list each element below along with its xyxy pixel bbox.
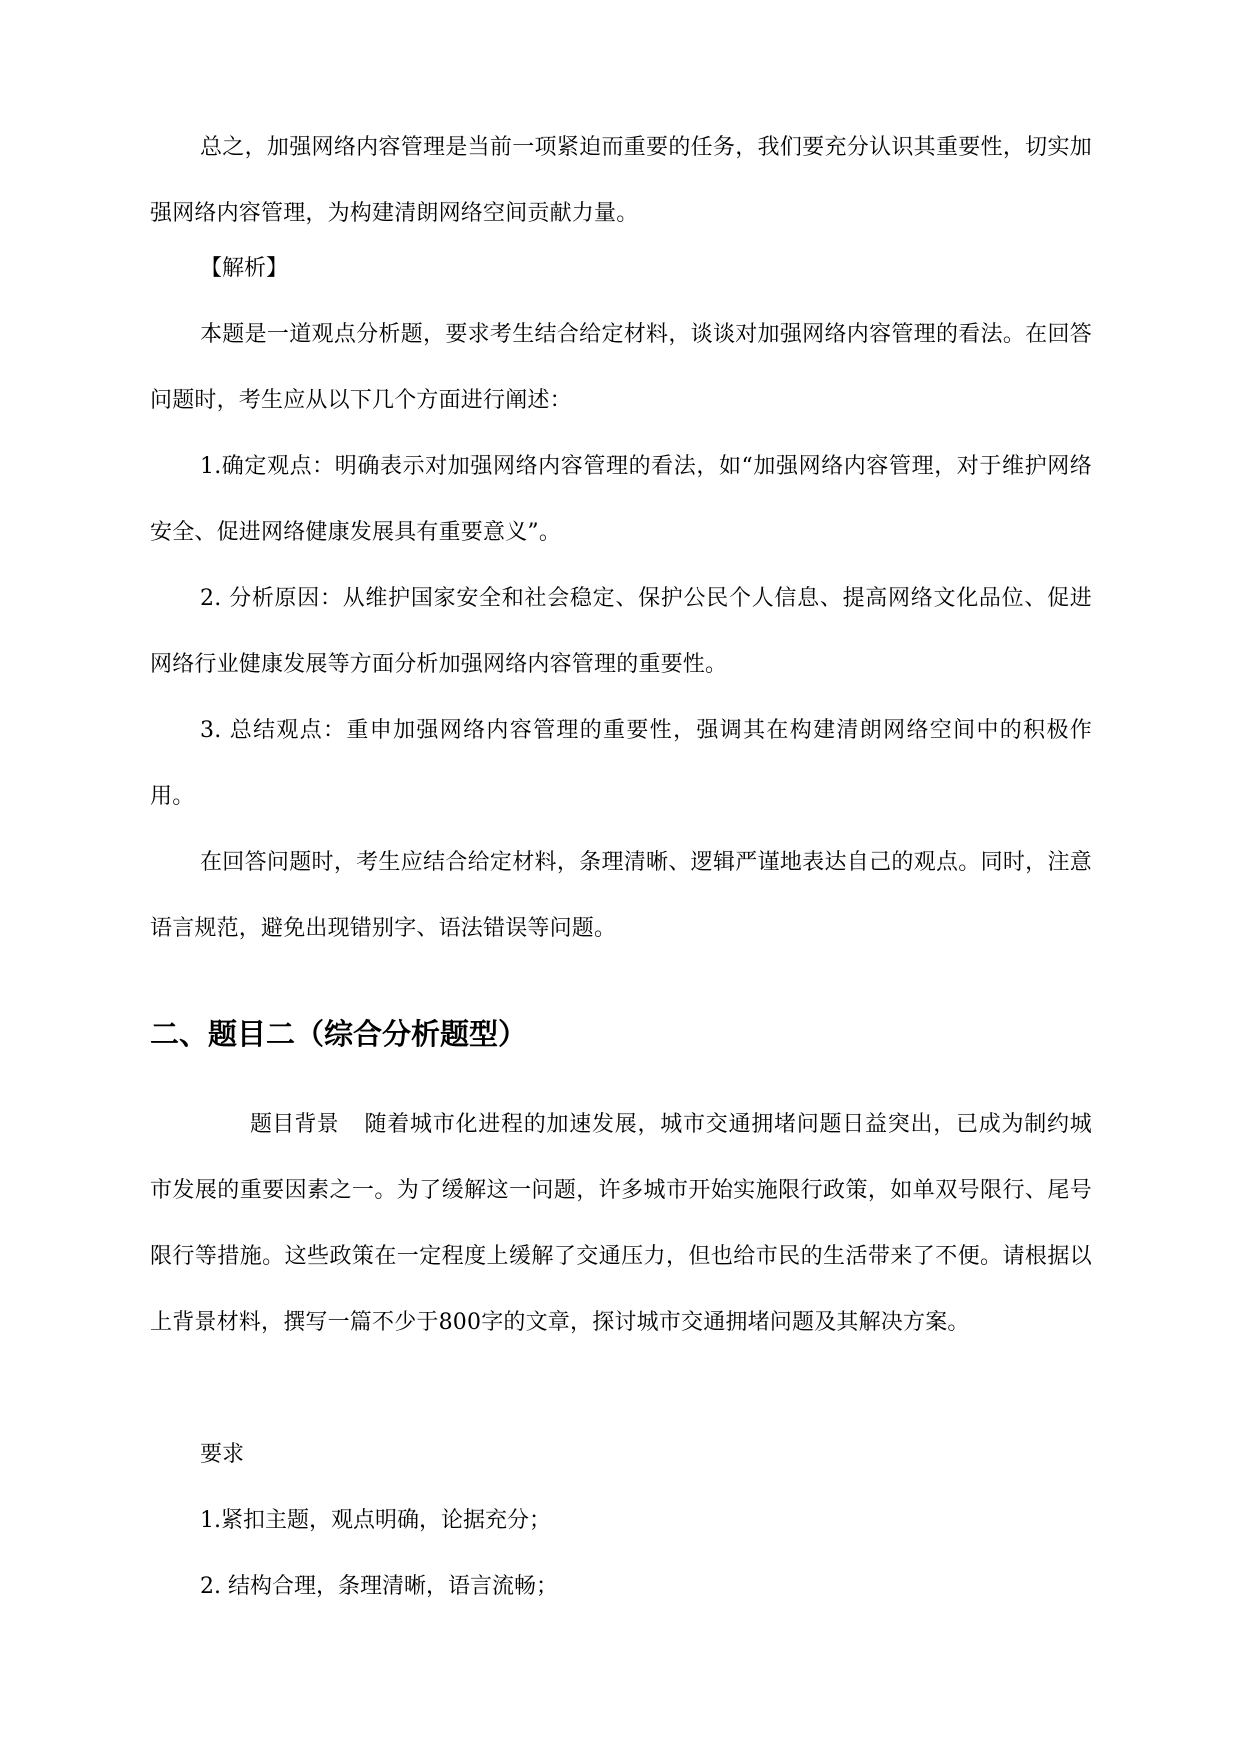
closing-paragraph: 在回答问题时，考生应结合给定材料，条理清晰、逻辑严谨地表达自己的观点。同时，注意语言规范，避免出现错别字、语法错误等问题。	[150, 850, 1092, 941]
point-2-paragraph: 2. 分析原因：从维护国家安全和社会稳定、保护公民个人信息、提高网络文化品位、促进网络行业健康发展等方面分析加强网络内容管理的重要性。	[150, 586, 1092, 677]
section-2-heading: 二、题目二（综合分析题型）	[150, 1017, 528, 1051]
background-paragraph	[150, 1092, 1092, 1356]
analysis-label: 【解析】	[200, 256, 289, 281]
summary-paragraph: 总之，加强网络内容管理是当前一项紧迫而重要的任务，我们要充分认识其重要性，切实加强网络内容管理，为构建清朗网络空间贡献力量。	[150, 135, 1092, 226]
background-label: 题目背景	[250, 1112, 339, 1137]
requirements-label: 要求	[200, 1442, 245, 1467]
analysis-intro-paragraph: 本题是一道观点分析题，要求考生结合给定材料，谈谈对加强网络内容管理的看法。在回答问题时，考生应从以下几个方面进行阐述：	[150, 322, 1092, 413]
point-3-paragraph: 3. 总结观点：重申加强网络内容管理的重要性，强调其在构建清朗网络空间中的积极作用。	[150, 718, 1092, 809]
requirement-2: 2. 结构合理，条理清晰，语言流畅；	[200, 1574, 558, 1599]
requirement-1: 1.紧扣主题，观点明确，论据充分；	[200, 1508, 551, 1533]
point-1-paragraph: 1.确定观点：明确表示对加强网络内容管理的看法，如“加强网络内容管理，对于维护网络安全、促进网络健康发展具有重要意义”。	[150, 454, 1092, 545]
background-text: 随着城市化进程的加速发展，城市交通拥堵问题日益突出，已成为制约城市发展的重要因素之一。为了缓解这一问题，许多城市开始实施限行政策，如单双号限行、尾号限行等措施。这些政策在一定程度上缓解了交通压力，但也给市民的生活带来了不便。请根据以上背景材料，撰写一篇不少于800字的文章，探讨城市交通拥堵问题及其解决方案。	[150, 1112, 1092, 1335]
